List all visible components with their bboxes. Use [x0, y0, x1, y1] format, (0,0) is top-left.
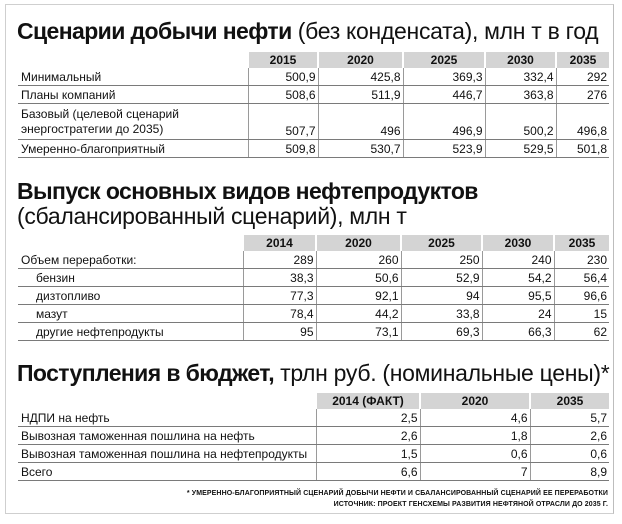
table-row	[18, 445, 609, 463]
row-label: дизтопливо	[18, 287, 243, 305]
cell-value: 500,2	[485, 104, 556, 140]
section2-title-line2: (сбалансированный сценарий), млн т	[17, 203, 407, 229]
cell-value: 44,2	[316, 305, 401, 323]
cell-value: 250	[401, 251, 482, 269]
cell-value: 33,8	[401, 305, 482, 323]
row-label: Планы компаний	[18, 86, 248, 104]
section1-title-rest: (без конденсата), млн т в год	[291, 18, 599, 44]
cell-value: 8,9	[530, 463, 609, 481]
year-header: 2030	[482, 235, 554, 251]
cell-value: 496	[318, 104, 403, 140]
footnote-source: ИСТОЧНИК: ПРОЕКТ ГЕНСХЕМЫ РАЗВИТИЯ НЕФТЯНОЙ ОТРАСЛИ ДО 2035 Г.	[333, 501, 608, 508]
section2-subtitle	[17, 203, 407, 229]
cell-value: 523,9	[403, 140, 485, 158]
cell-value: 50,6	[316, 269, 401, 287]
cell-value: 54,2	[482, 269, 554, 287]
table-row	[18, 287, 609, 305]
cell-value: 446,7	[403, 86, 485, 104]
table-row	[18, 251, 609, 269]
footnote-scenario: * УМЕРЕННО-БЛАГОПРИЯТНЫЙ СЦЕНАРИЙ ДОБЫЧИ НЕФТИ И СБАЛАНСИРОВАННЫЙ СЦЕНАРИЙ ЕЕ ПЕРЕРАБОТКИ	[186, 490, 608, 497]
budget-revenue-table	[18, 393, 609, 481]
row-label: Умеренно-благоприятный	[18, 140, 248, 158]
cell-value: 530,7	[318, 140, 403, 158]
row-label: мазут	[18, 305, 243, 323]
section3-title	[17, 360, 609, 386]
cell-value: 77,3	[243, 287, 316, 305]
cell-value: 500,9	[248, 68, 318, 86]
cell-value: 369,3	[403, 68, 485, 86]
cell-value: 4,6	[420, 409, 530, 427]
cell-value: 6,6	[316, 463, 420, 481]
row-label-line: энергостратегии до 2035)	[21, 121, 164, 136]
cell-value: 92,1	[316, 287, 401, 305]
year-header: 2014 (ФАКТ)	[316, 393, 420, 409]
row-label: НДПИ на нефть	[18, 409, 316, 427]
cell-value: 96,6	[554, 287, 609, 305]
year-header: 2035	[554, 235, 609, 251]
cell-value: 496,8	[556, 104, 609, 140]
row-label-line: Базовый (целевой сценарий	[21, 106, 179, 121]
year-header: 2020	[420, 393, 530, 409]
cell-value: 260	[316, 251, 401, 269]
cell-value: 66,3	[482, 323, 554, 341]
row-label: Вывозная таможенная пошлина на нефтепродукты	[18, 445, 316, 463]
cell-value: 276	[556, 86, 609, 104]
cell-value: 94	[401, 287, 482, 305]
cell-value: 1,8	[420, 427, 530, 445]
cell-value: 38,3	[243, 269, 316, 287]
cell-value: 292	[556, 68, 609, 86]
row-label: Объем переработки:	[18, 251, 243, 269]
row-label: другие нефтепродукты	[18, 323, 243, 341]
cell-value: 24	[482, 305, 554, 323]
year-header: 2035	[556, 52, 609, 68]
cell-value: 52,9	[401, 269, 482, 287]
cell-value: 508,6	[248, 86, 318, 104]
year-header: 2015	[248, 52, 318, 68]
section1-title	[17, 18, 598, 44]
cell-value: 501,8	[556, 140, 609, 158]
table-row	[18, 140, 609, 158]
table-row	[18, 427, 609, 445]
table-row	[18, 269, 609, 287]
cell-value: 1,5	[316, 445, 420, 463]
cell-value: 95,5	[482, 287, 554, 305]
year-header: 2030	[485, 52, 556, 68]
row-label: Всего	[18, 463, 316, 481]
section1-title-bold: Сценарии добычи нефти	[17, 18, 292, 44]
cell-value: 332,4	[485, 68, 556, 86]
year-header: 2025	[401, 235, 482, 251]
cell-value: 529,5	[485, 140, 556, 158]
table-header	[18, 393, 609, 409]
table-header	[18, 235, 609, 251]
table-row	[18, 68, 609, 86]
cell-value: 496,9	[403, 104, 485, 140]
year-header: 2020	[318, 52, 403, 68]
cell-value: 2,5	[316, 409, 420, 427]
cell-value: 15	[554, 305, 609, 323]
cell-value: 73,1	[316, 323, 401, 341]
cell-value: 0,6	[420, 445, 530, 463]
cell-value: 289	[243, 251, 316, 269]
cell-value: 230	[554, 251, 609, 269]
table-row	[18, 409, 609, 427]
row-label: Минимальный	[18, 68, 248, 86]
cell-value: 511,9	[318, 86, 403, 104]
cell-value: 95	[243, 323, 316, 341]
table-row	[18, 104, 609, 140]
section2-title-bold: Выпуск основных видов нефтепродуктов	[17, 178, 478, 204]
table-row	[18, 305, 609, 323]
year-header: 2025	[403, 52, 485, 68]
table-header	[18, 52, 609, 68]
cell-value: 78,4	[243, 305, 316, 323]
year-header: 2014	[243, 235, 316, 251]
cell-value: 62	[554, 323, 609, 341]
year-header: 2020	[316, 235, 401, 251]
oil-products-table	[18, 235, 609, 341]
section3-title-rest: трлн руб. (номинальные цены)*	[274, 360, 610, 386]
cell-value: 5,7	[530, 409, 609, 427]
row-label: Вывозная таможенная пошлина на нефть	[18, 427, 316, 445]
cell-value: 2,6	[316, 427, 420, 445]
cell-value: 425,8	[318, 68, 403, 86]
table-row	[18, 86, 609, 104]
row-label	[18, 104, 248, 140]
cell-value: 2,6	[530, 427, 609, 445]
oil-production-table	[18, 52, 609, 158]
cell-value: 0,6	[530, 445, 609, 463]
section2-title	[17, 178, 478, 204]
cell-value: 509,8	[248, 140, 318, 158]
year-header: 2035	[530, 393, 609, 409]
row-label: бензин	[18, 269, 243, 287]
cell-value: 363,8	[485, 86, 556, 104]
table-row	[18, 463, 609, 481]
cell-value: 240	[482, 251, 554, 269]
section3-title-bold: Поступления в бюджет,	[17, 360, 275, 386]
cell-value: 7	[420, 463, 530, 481]
cell-value: 56,4	[554, 269, 609, 287]
cell-value: 507,7	[248, 104, 318, 140]
table-row	[18, 323, 609, 341]
cell-value: 69,3	[401, 323, 482, 341]
